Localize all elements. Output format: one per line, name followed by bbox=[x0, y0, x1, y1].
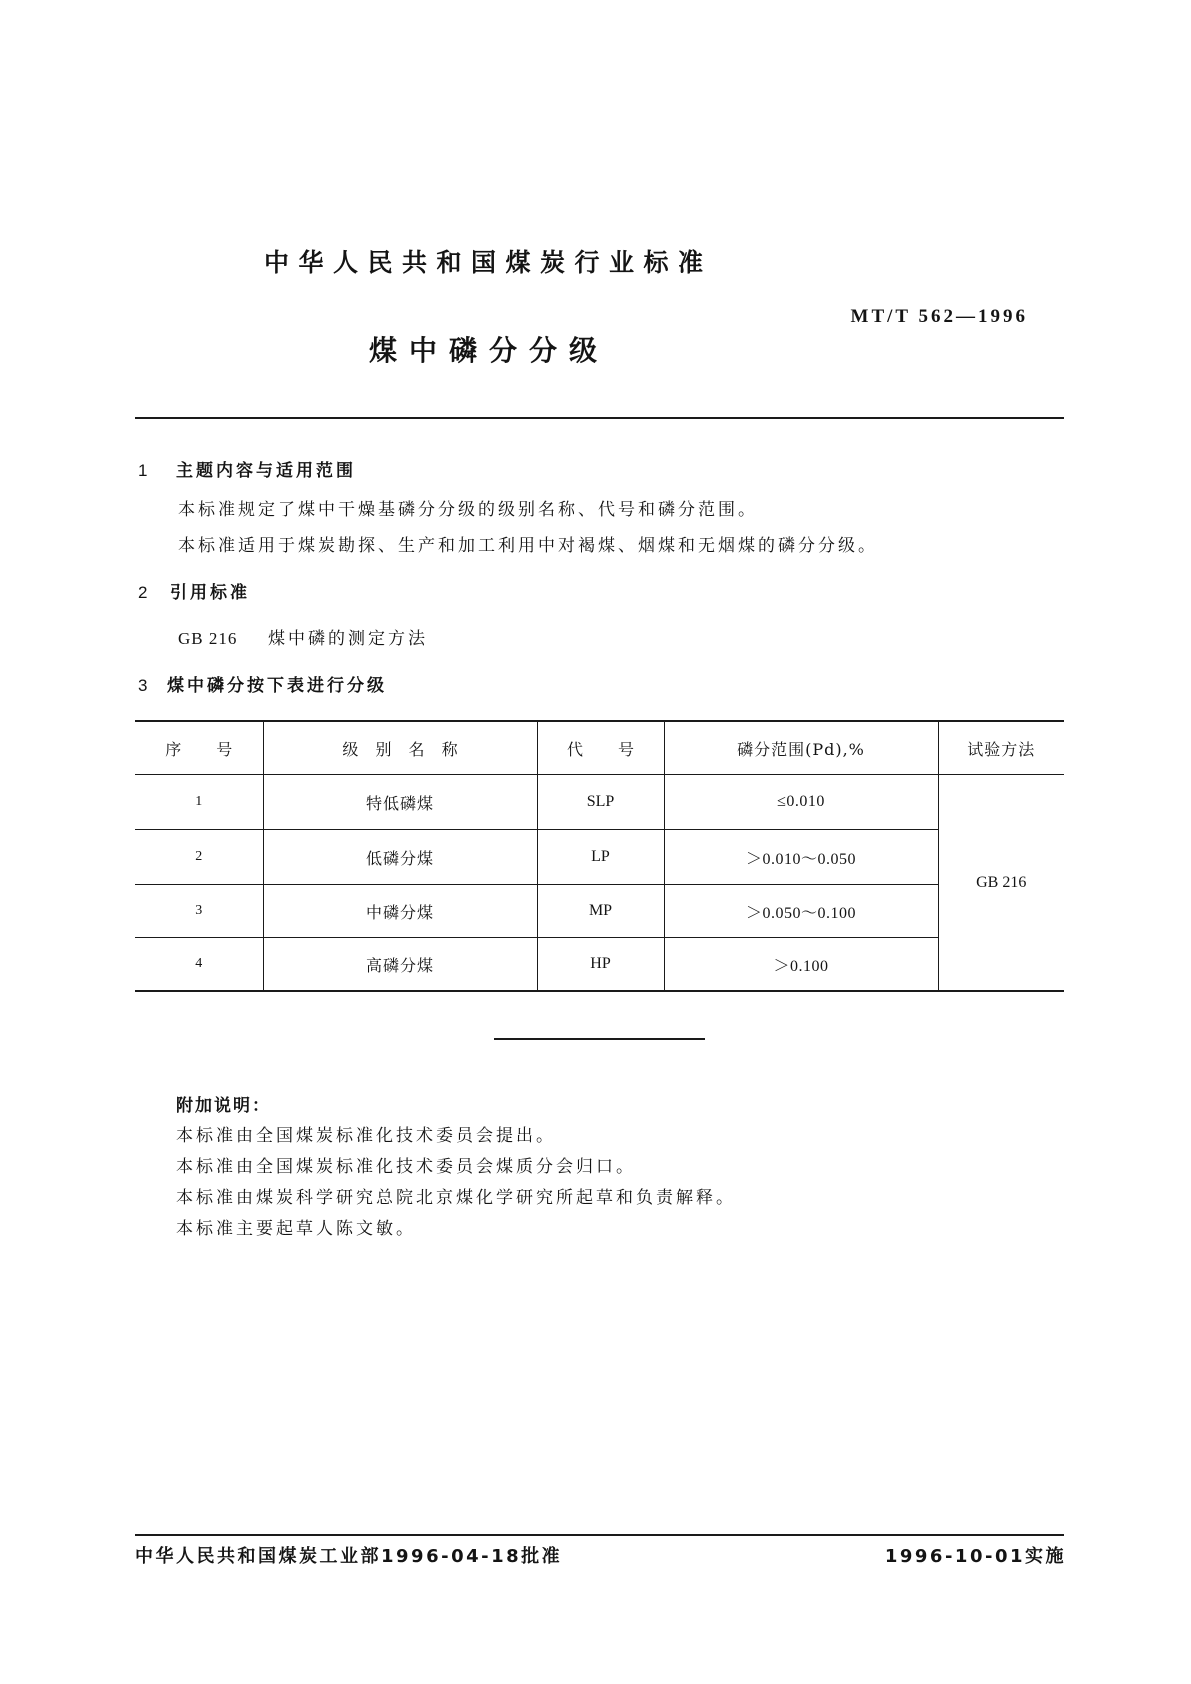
section-1-number: 1 bbox=[138, 461, 148, 480]
end-of-text-rule bbox=[494, 1038, 705, 1040]
cell-grade-code: HP bbox=[537, 938, 664, 992]
section-3-number: 3 bbox=[138, 676, 148, 695]
section-3-heading: 煤中磷分按下表进行分级 bbox=[167, 676, 387, 696]
effective-date: 1996-10-01实施 bbox=[884, 1546, 1066, 1567]
cell-serial: 2 bbox=[135, 830, 263, 885]
notes-line: 本标准由煤炭科学研究总院北京煤化学研究所起草和负责解释。 bbox=[176, 1188, 736, 1208]
header-divider bbox=[135, 417, 1064, 419]
section-1-paragraph: 本标准适用于煤炭勘探、生产和加工利用中对褐煤、烟煤和无烟煤的磷分分级。 bbox=[178, 536, 878, 556]
cell-phosphorus-range: ≤0.010 bbox=[664, 775, 938, 830]
cell-phosphorus-range: ＞0.010～0.050 bbox=[664, 830, 938, 885]
col-header-test-method: 试验方法 bbox=[938, 721, 1064, 775]
cell-grade-name: 低磷分煤 bbox=[263, 830, 537, 885]
approval-statement: 中华人民共和国煤炭工业部1996-04-18批准 bbox=[135, 1546, 563, 1567]
issuer-title: 中华人民共和国煤炭行业标准 bbox=[264, 248, 713, 277]
section-2-number: 2 bbox=[138, 583, 148, 602]
notes-line: 本标准主要起草人陈文敏。 bbox=[176, 1219, 416, 1239]
cell-phosphorus-range: ＞0.100 bbox=[664, 938, 938, 992]
table-row bbox=[135, 938, 1064, 992]
cell-serial: 3 bbox=[135, 885, 263, 938]
table-header-row bbox=[135, 721, 1064, 775]
cell-grade-name: 中磷分煤 bbox=[263, 885, 537, 938]
cell-grade-code: SLP bbox=[537, 775, 664, 830]
cell-phosphorus-range: ＞0.050～0.100 bbox=[664, 885, 938, 938]
section-2-heading: 引用标准 bbox=[170, 583, 250, 603]
cell-grade-name: 特低磷煤 bbox=[263, 775, 537, 830]
table-row bbox=[135, 885, 1064, 938]
reference-title: 煤中磷的测定方法 bbox=[268, 629, 428, 649]
notes-line: 本标准由全国煤炭标准化技术委员会提出。 bbox=[176, 1126, 556, 1146]
table-row bbox=[135, 830, 1064, 885]
notes-line: 本标准由全国煤炭标准化技术委员会煤质分会归口。 bbox=[176, 1157, 636, 1177]
cell-test-method: GB 216 bbox=[938, 775, 1064, 992]
col-header-grade-name: 级 别 名 称 bbox=[263, 721, 537, 775]
footer-divider bbox=[135, 1534, 1064, 1536]
notes-heading: 附加说明： bbox=[176, 1096, 271, 1116]
document-title: 煤中磷分分级 bbox=[369, 334, 610, 367]
col-header-phosphorus-range: 磷分范围(Pd),% bbox=[664, 721, 938, 775]
standard-code: MT/T 562—1996 bbox=[850, 306, 1028, 327]
cell-serial: 4 bbox=[135, 938, 263, 992]
col-header-code: 代 号 bbox=[537, 721, 664, 775]
cell-serial: 1 bbox=[135, 775, 263, 830]
section-1-heading: 主题内容与适用范围 bbox=[176, 461, 356, 481]
cell-grade-name: 高磷分煤 bbox=[263, 938, 537, 992]
cell-grade-code: MP bbox=[537, 885, 664, 938]
phosphorus-grading-table bbox=[135, 720, 1064, 992]
reference-code: GB 216 bbox=[178, 629, 238, 648]
section-1-paragraph: 本标准规定了煤中干燥基磷分分级的级别名称、代号和磷分范围。 bbox=[178, 500, 758, 520]
col-header-serial: 序 号 bbox=[135, 721, 263, 775]
cell-grade-code: LP bbox=[537, 830, 664, 885]
table-row bbox=[135, 775, 1064, 830]
